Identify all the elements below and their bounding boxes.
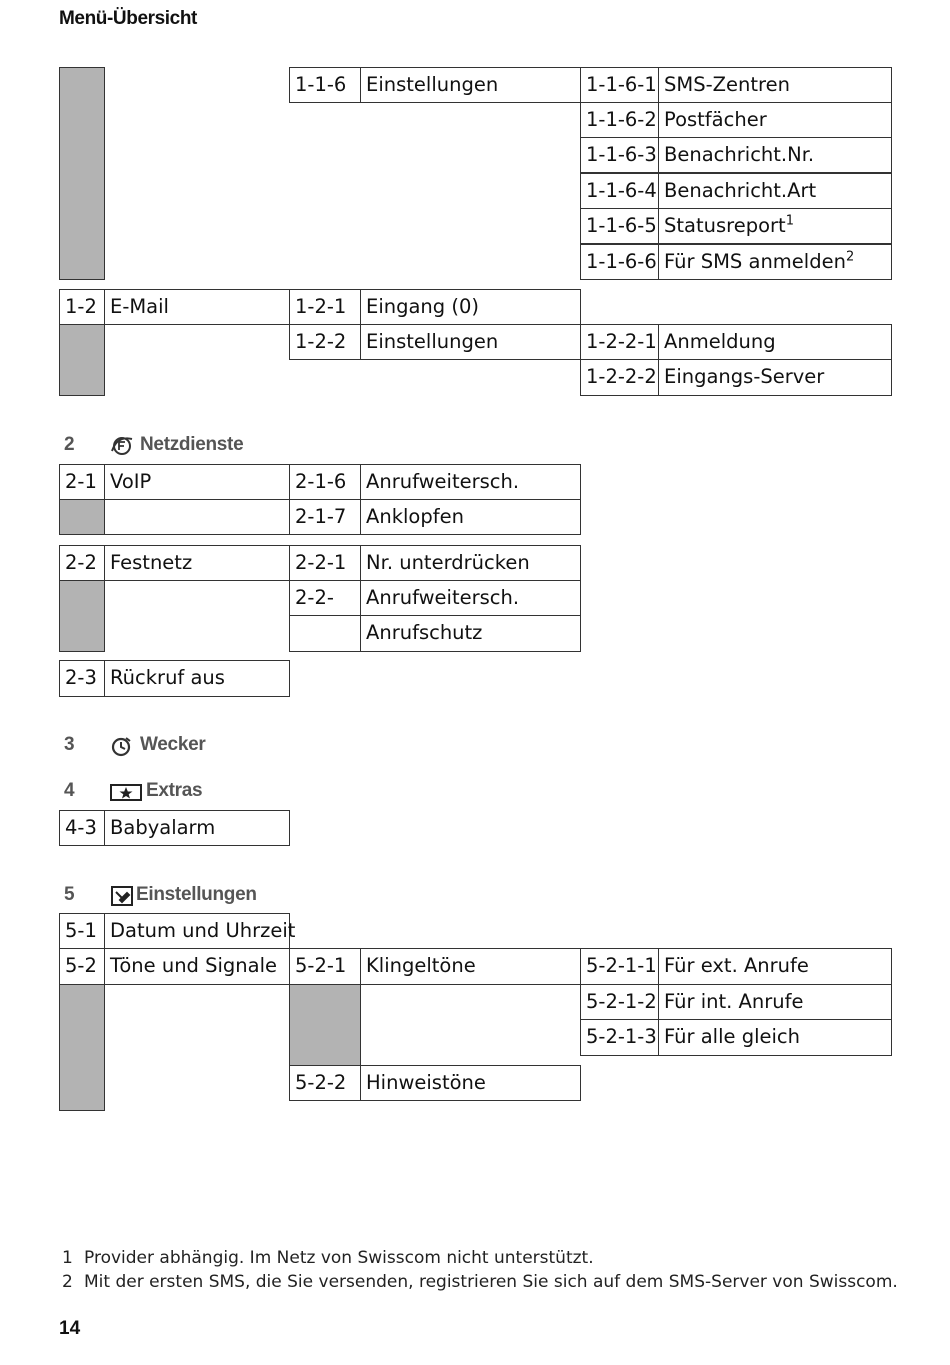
menu-label: Für int. Anrufe xyxy=(658,984,892,1020)
footnote xyxy=(62,1248,594,1268)
menu-label: Festnetz xyxy=(104,545,290,581)
page-number: 14 xyxy=(59,1318,81,1339)
menu-code: 2-2- xyxy=(289,580,361,616)
footnote-ref: 1 xyxy=(785,213,794,229)
menu-code: 1-1-6-2 xyxy=(580,102,659,138)
menu-label: SMS-Zentren xyxy=(658,67,892,103)
menu-label: Rückruf aus xyxy=(104,660,290,697)
section-title: Wecker xyxy=(140,734,206,755)
star-box-icon xyxy=(110,781,142,803)
footnote-number: 1 xyxy=(62,1248,73,1268)
menu-code: 1-2-2-1 xyxy=(580,324,659,360)
footnote-number: 2 xyxy=(62,1272,73,1292)
wrench-box-icon xyxy=(110,885,134,907)
menu-label: Postfächer xyxy=(658,102,892,138)
menu-label: Hinweistöne xyxy=(360,1065,581,1101)
section-heading xyxy=(64,884,364,910)
menu-code: 5-1 xyxy=(59,913,105,949)
section-heading xyxy=(64,780,364,806)
menu-label: Nr. unterdrücken xyxy=(360,545,581,581)
menu-code: 5-2 xyxy=(59,948,105,985)
menu-label: Klingeltöne xyxy=(360,948,581,985)
menu-label-with-footnote xyxy=(658,208,892,244)
menu-code: 1-1-6-1 xyxy=(580,67,659,103)
menu-code: 2-1-7 xyxy=(289,499,361,535)
menu-code: 1-2-1 xyxy=(289,289,361,325)
menu-label: Datum und Uhrzeit xyxy=(104,913,290,949)
footnote-ref: 2 xyxy=(845,249,855,265)
network-services-icon xyxy=(110,435,134,457)
menu-code: 1-1-6-3 xyxy=(580,137,659,173)
section-title: Extras xyxy=(146,780,203,801)
footnote-text: Mit der ersten SMS, die Sie versenden, registrieren Sie sich auf dem SMS-Server von Swisscom. xyxy=(84,1272,898,1292)
menu-code: 1-1-6-6 xyxy=(580,244,659,280)
menu-label: Eingang (0) xyxy=(360,289,581,325)
menu-code: 2-1 xyxy=(59,464,105,500)
menu-code: 1-1-6-4 xyxy=(580,173,659,209)
menu-code: 5-2-2 xyxy=(289,1065,361,1101)
menu-code: 1-1-6-5 xyxy=(580,208,659,244)
section-number: 2 xyxy=(64,434,75,455)
menu-code: 2-1-6 xyxy=(289,464,361,500)
menu-code: 5-2-1-2 xyxy=(580,984,659,1020)
indent-bar xyxy=(59,580,105,652)
menu-label: Für ext. Anrufe xyxy=(658,948,892,985)
menu-label: Anrufschutz xyxy=(360,615,581,652)
menu-label: Einstellungen xyxy=(360,324,581,360)
menu-label: Benachricht.Art xyxy=(658,173,892,209)
menu-code: 2-3 xyxy=(59,660,105,697)
menu-label: VoIP xyxy=(104,464,290,500)
menu-label: Eingangs-Server xyxy=(658,359,892,396)
alarm-clock-icon xyxy=(110,735,134,757)
section-heading xyxy=(64,734,364,760)
empty-cell xyxy=(104,499,290,535)
menu-label: Für SMS anmelden xyxy=(664,250,846,273)
menu-code: 1-1-6 xyxy=(289,67,361,103)
menu-code: 1-2-2 xyxy=(289,324,361,360)
section-number: 4 xyxy=(64,780,75,801)
section-title: Netzdienste xyxy=(140,434,244,455)
indent-bar xyxy=(59,67,105,280)
menu-code: 5-2-1-1 xyxy=(580,948,659,985)
menu-label: E-Mail xyxy=(104,289,290,325)
menu-label: Anrufweitersch. xyxy=(360,580,581,616)
menu-label: Anrufweitersch. xyxy=(360,464,581,500)
menu-code: 5-2-1-3 xyxy=(580,1019,659,1056)
indent-bar xyxy=(59,499,105,535)
section-number: 5 xyxy=(64,884,75,905)
section-title: Einstellungen xyxy=(136,884,257,905)
menu-code: 5-2-1 xyxy=(289,948,361,985)
indent-bar xyxy=(59,984,105,1111)
footnote-text: Provider abhängig. Im Netz von Swisscom nicht unterstützt. xyxy=(84,1248,594,1268)
menu-label: Anklopfen xyxy=(360,499,581,535)
indent-bar xyxy=(59,324,105,396)
menu-label: Für alle gleich xyxy=(658,1019,892,1056)
menu-label: Statusreport xyxy=(664,214,786,237)
menu-code: 4-3 xyxy=(59,810,105,846)
indent-bar xyxy=(289,984,361,1066)
section-heading xyxy=(64,434,364,460)
footnote xyxy=(62,1272,898,1292)
menu-label: Babyalarm xyxy=(104,810,290,846)
menu-label: Benachricht.Nr. xyxy=(658,137,892,173)
menu-code: 2-2-1 xyxy=(289,545,361,581)
section-number: 3 xyxy=(64,734,75,755)
menu-label: Töne und Signale xyxy=(104,948,290,985)
menu-code: 1-2-2-2 xyxy=(580,359,659,396)
menu-code: 1-2 xyxy=(59,289,105,325)
menu-code: 2-2 xyxy=(59,545,105,581)
menu-label: Einstellungen xyxy=(360,67,581,103)
menu-label-with-footnote xyxy=(658,244,892,280)
empty-cell xyxy=(289,615,361,652)
menu-label: Anmeldung xyxy=(658,324,892,360)
page-header: Menü-Übersicht xyxy=(59,8,197,29)
